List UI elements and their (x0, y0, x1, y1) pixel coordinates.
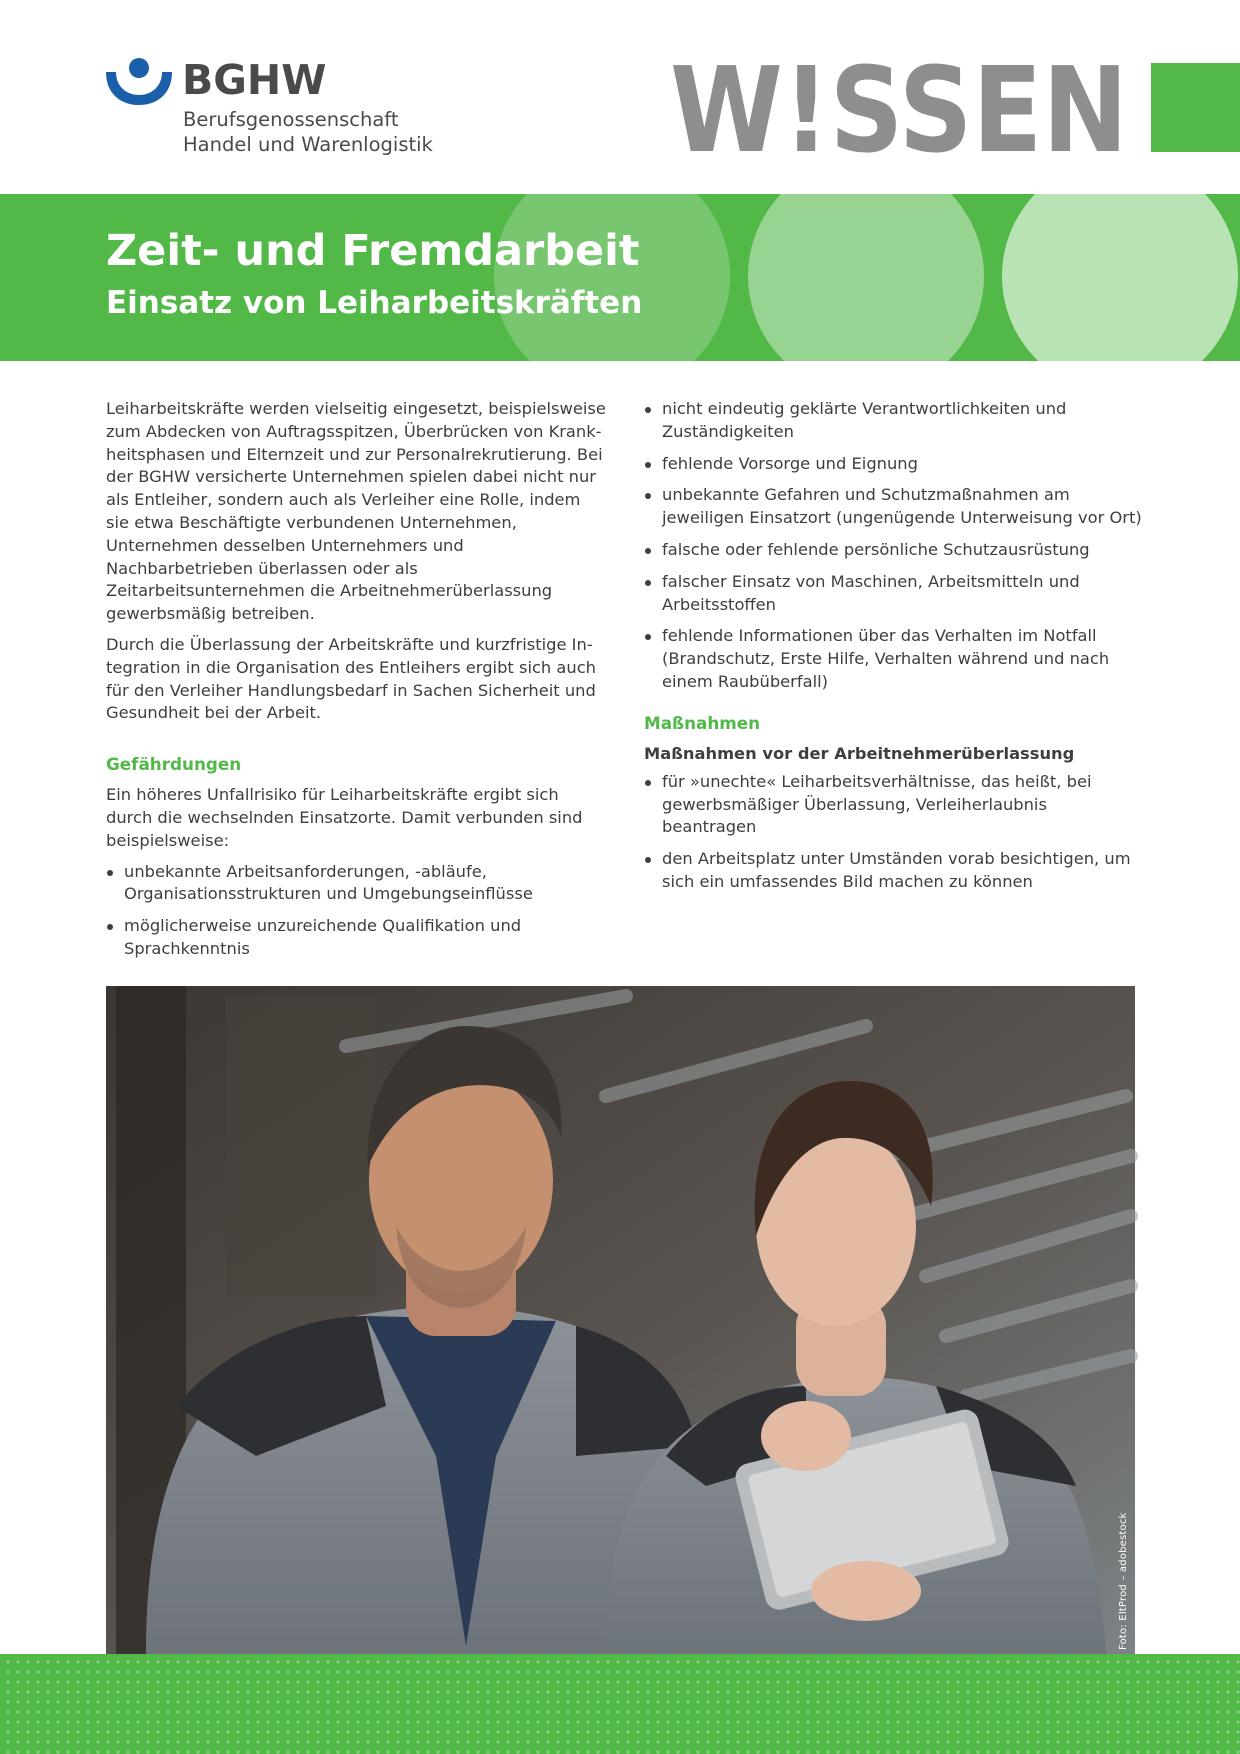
logo-subtitle-line-2: Handel und Warenlogistik (183, 133, 433, 156)
list-item-text: fehlende Vorsorge und Eignung (662, 453, 918, 473)
measures-heading: Maßnahmen (644, 712, 761, 733)
workers-photo (106, 986, 1135, 1654)
wissen-wordmark (670, 41, 1140, 179)
bullet-icon (645, 580, 651, 586)
list-item-text: möglicherweise unzureichende Qualifikation und Sprachkenntnis (124, 916, 522, 958)
list-item-text: fehlende Informationen über das Verhalten im Notfall (Brandschutz, Erste Hilfe, Verhalten während und nach einem Raubüberfall) (662, 626, 1110, 691)
hazards-intro: Ein höheres Unfallrisiko für Leiharbeitskräfte ergibt sich durch die wechselnden Einsatzorte. Damit verbunden sind beispielsweise: (106, 785, 583, 850)
bullet-icon (645, 634, 651, 640)
bullet-icon (107, 870, 113, 876)
bullet-icon (645, 493, 651, 499)
bullet-icon (107, 924, 113, 930)
bghw-logo (106, 58, 436, 158)
list-item-text: für »unechte« Leiharbeitsverhältnisse, das heißt, bei gewerbsmäßiger Überlassung, Verleiherlaubnis beantragen (662, 771, 1092, 837)
list-item (106, 915, 606, 961)
intro-paragraph-2: Durch die Überlassung der Arbeitskräfte und kurzfristige Integration in die Organisation des Entleihers ergibt sich auch für den Verleiher Handlungsbedarf in Sachen Sicherheit und Gesundheit bei der Arbeit. (106, 634, 596, 723)
list-item (644, 848, 1144, 894)
list-item (644, 625, 1144, 693)
logo-subtitle-line-1: Berufsgenossenschaft (183, 108, 399, 131)
bghw-logo-mark-icon (106, 58, 172, 106)
wissen-label: W!SSEN (670, 41, 1128, 179)
list-item-text: falscher Einsatz von Maschinen, Arbeitsmitteln und Arbeitsstoffen (662, 571, 1080, 614)
list-item-text: unbekannte Arbeitsanforderungen, -abläufe, Organisationsstrukturen und Umgebungseinflüsse (124, 861, 533, 904)
wissen-green-square (1151, 63, 1240, 152)
list-item (644, 771, 1144, 839)
list-item (644, 453, 1144, 476)
right-column (644, 398, 1144, 903)
banner-circles-decoration (0, 194, 1240, 361)
bullet-icon (645, 407, 651, 413)
page-subtitle: Einsatz von Leiharbeitskräften (106, 285, 643, 321)
page-title: Zeit- und Fremdarbeit (106, 226, 640, 276)
wissen-series-mark (670, 41, 1240, 179)
hazards-list (106, 861, 606, 961)
bullet-icon (645, 857, 651, 863)
list-item (644, 484, 1144, 530)
list-item (644, 539, 1144, 562)
list-item-text: unbekannte Gefahren und Schutzmaßnahmen am jeweiligen Einsatzort (ungenügende Unterweisung vor Ort) (662, 485, 1142, 528)
title-banner (0, 194, 1240, 361)
list-item-text: nicht eindeutig geklärte Verantwortlichkeiten und Zuständigkeiten (662, 399, 1067, 441)
left-column (106, 398, 606, 970)
photo-credit: Foto: EltProd – adobestock (1118, 1512, 1129, 1650)
measures-subheading: Maßnahmen vor der Arbeitnehmerüberlassung (644, 743, 1075, 763)
bullet-icon (645, 462, 651, 468)
list-item (644, 398, 1144, 444)
intro-paragraph-1: Leiharbeitskräfte werden vielseitig eingesetzt, beispielsweise zum Abdecken von Auftragsspitzen, Überbrücken von Krankheitsphasen und Elternzeit und zur Personalrekrutierung. Bei der BGHW versicherte Unternehmen spielen dabei nicht nur als Entleiher, sondern auch als Verleiher eine Rolle, indem sie etwa Beschäftigte verbundenen Unternehmen, Unternehmen desselben Unternehmers und Nachbarbetrieben überlassen oder als Zeitarbeitsunternehmen die Arbeitnehmerüberlassung gewerbsmäßig betreiben. (106, 399, 606, 624)
hazards-heading: Gefährdungen (106, 754, 242, 775)
bullet-icon (645, 780, 651, 786)
measures-list (644, 771, 1144, 894)
list-item (644, 571, 1144, 617)
list-item-text: falsche oder fehlende persönliche Schutzausrüstung (662, 539, 1090, 559)
footer-dotted-band (0, 1654, 1240, 1754)
list-item-text: den Arbeitsplatz unter Umständen vorab besichtigen, um sich ein umfassendes Bild machen zu können (662, 849, 1131, 891)
list-item (106, 861, 606, 907)
hazards-list-continued (644, 398, 1144, 694)
bullet-icon (645, 548, 651, 554)
logo-name: BGHW (182, 56, 327, 104)
workers-photo-illustration (106, 986, 1135, 1654)
